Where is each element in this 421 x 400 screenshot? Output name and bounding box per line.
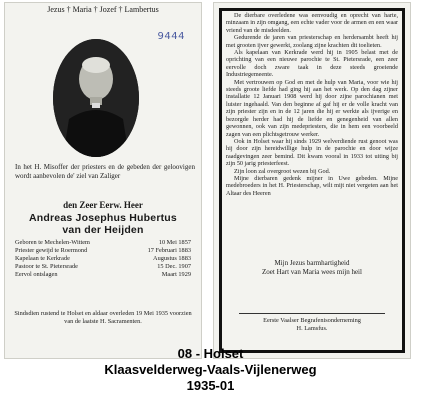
bio-label: Kapelaan te Kerkrade bbox=[15, 255, 70, 262]
bio-label: Eervol ontslagen bbox=[15, 271, 58, 278]
memorial-paragraph: Met vertrouwen op God en met de hulp van Maria, voor wie hij steeds groote liefde had ging hij aan het werk. Op den dag zijner installatie 12 Januari 1908 werd hij door zijne parochianen met luister ingehaald. Van den beginne af gaf hij er de volle kracht van zijn priester zijn en in de 12 jaren die hij er werkte als ijverige en bezorgde herder had hij de liefde en genegenheid van allen gewonnen, ook van zijn medepriesters, die in hem een voorbeeld zagen van een plichtsgetrouw werker. bbox=[226, 78, 398, 138]
prayer-line: Mijn Jezus barmhartigheid bbox=[274, 259, 350, 267]
divider bbox=[239, 313, 385, 314]
bio-row bbox=[15, 271, 191, 279]
bio-label: Geboren te Mechelen-Wittem bbox=[15, 239, 90, 246]
memorial-paragraph: De dierbare overledene was eenvoudig en oprecht van harte, minzaam in zijn omgang, een echte vader voor de armen en een waar vriend van de misdeelden. bbox=[226, 12, 398, 34]
caption-line-3: 1935-01 bbox=[186, 378, 235, 393]
bio-date: 10 Mei 1857 bbox=[158, 239, 191, 246]
intro-text: In het H. Misoffer der priesters en de gebeden der geloovigen wordt aanbevolen de' ziel van Zaliger bbox=[15, 163, 195, 180]
caption-line-1: 08 - Holset bbox=[177, 346, 244, 361]
prayer-lines bbox=[226, 259, 398, 277]
biography-list bbox=[15, 239, 191, 279]
priest-portrait-image bbox=[53, 39, 139, 157]
bio-date: 15 Dec. 1907 bbox=[157, 263, 191, 270]
memorial-paragraph: Mijne dierbaren gedenk mijner in Uwe gebeden. Mijne medebroeders in het H. Priesterschap, wilt mijt niet vergeten aan het Altaar des Heeren bbox=[226, 174, 398, 197]
memorial-text bbox=[226, 12, 398, 197]
printer-line-1: Eerste Vaalser Begrafenisonderneming bbox=[263, 317, 361, 324]
bio-row bbox=[15, 247, 191, 255]
prayer-header: Jezus † Maria † Jozef † Lambertus bbox=[47, 5, 159, 14]
bio-row bbox=[15, 263, 191, 271]
memorial-paragraph: Als kapelaan van Kerkrade werd hij in 1905 belast met de oprichting van een nieuwe parochie te St. Pietersrade, een zeer eervolle doch zware taak in deze steeds groeiende Industriegemeente. bbox=[226, 49, 398, 79]
memorial-paragraph: Gedurende de jaren van priesterschap en herdersambt heeft hij met grooten ijver gewerkt, zoolang zijne krachten dit toelieten. bbox=[226, 34, 398, 49]
printer-line-2: H. Lamsfus. bbox=[296, 325, 328, 332]
prayer-line: Zoet Hart van Maria wees mijn heil bbox=[262, 268, 362, 276]
printer-credit bbox=[214, 317, 410, 333]
handwritten-number: 9444 bbox=[157, 31, 185, 42]
front-card bbox=[4, 2, 202, 359]
bio-row bbox=[15, 239, 191, 247]
honorific-title: den Zeer Eerw. Heer bbox=[63, 200, 143, 210]
memorial-paragraph: Zijn loon zal overgroot wezen bij God. bbox=[234, 167, 331, 175]
closing-text: Sindsdien rustend te Holset en aldaar overleden 19 Mei 1935 voorzien van de laatste H. Sacramenten. bbox=[14, 310, 192, 325]
bio-date: Maart 1929 bbox=[161, 271, 191, 278]
bio-label: Pastoor te St. Pietersrade bbox=[15, 263, 78, 270]
caption-line-2: Klaasvelderweg-Vaals-Vijlenerweg bbox=[104, 362, 317, 377]
portrait-photo bbox=[53, 39, 139, 157]
name-line-2: van der Heijden bbox=[62, 224, 144, 236]
bio-date: 17 Februari 1883 bbox=[147, 247, 191, 254]
bio-date: Augustus 1883 bbox=[153, 255, 191, 262]
deceased-name bbox=[5, 212, 201, 236]
name-line-1: Andreas Josephus Hubertus bbox=[29, 212, 177, 224]
back-card bbox=[213, 2, 411, 359]
bio-label: Priester gewijd te Roermond bbox=[15, 247, 88, 254]
memorial-paragraph: Ook in Holset waar hij sinds 1929 welverdiende rust genoot was hij door zijn hereidwillige hulp in de parochie en door wijze raadgevingen zeer bemind. Dit kwam vooral in 1933 tot uiting bij zijn 50 jarig priesterfeest. bbox=[226, 137, 398, 168]
bio-row bbox=[15, 255, 191, 263]
